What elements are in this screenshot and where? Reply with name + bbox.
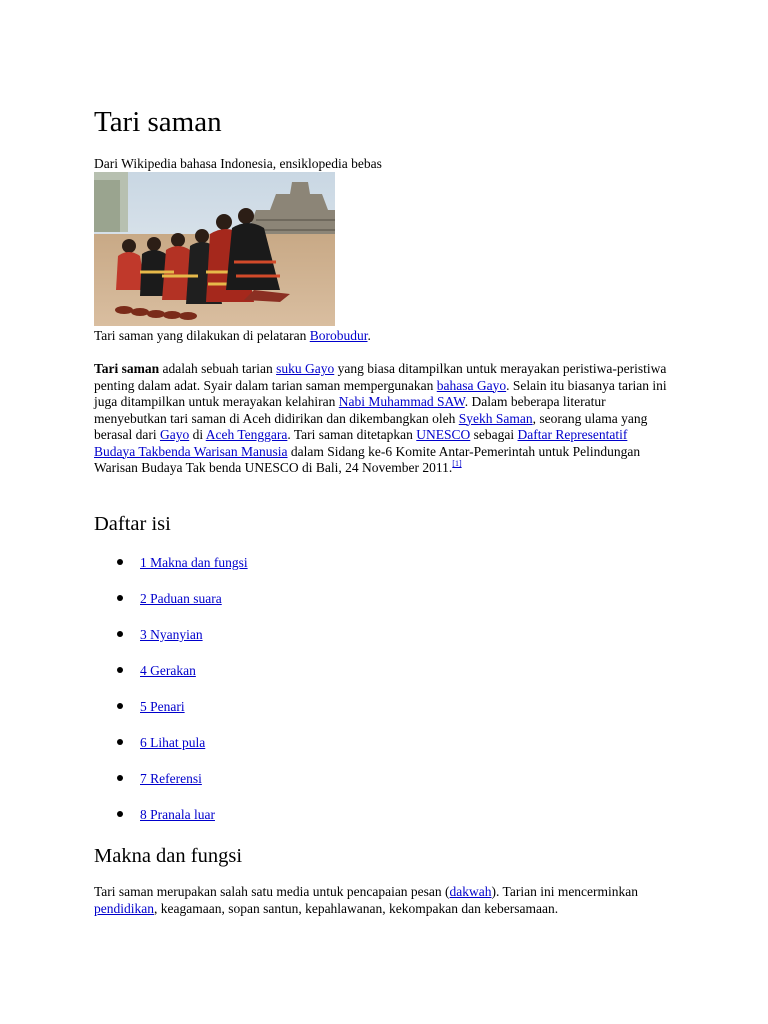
toc-item: [140, 698, 185, 715]
toc-link-nyanyian[interactable]: 3 Nyanyian: [140, 627, 203, 642]
toc-link-gerakan[interactable]: 4 Gerakan: [140, 663, 196, 678]
toc-link-pranala-luar[interactable]: 8 Pranala luar: [140, 807, 215, 822]
nabi-muhammad-link[interactable]: Nabi Muhammad SAW: [338, 394, 465, 409]
term-bold: Tari saman: [94, 361, 160, 376]
section-text: , keagamaan, sopan santun, kepahlawanan, kekompakan dan kebersamaan.: [154, 900, 559, 916]
saman-dance-photo: [94, 172, 335, 326]
intro-text: , seorang ulama yang berasal dari: [94, 410, 648, 442]
gayo-link[interactable]: Gayo: [159, 427, 190, 442]
toc-link-lihat-pula[interactable]: 6 Lihat pula: [140, 735, 206, 750]
intro-text: di: [189, 427, 206, 442]
section-heading-makna-dan-fungsi: Makna dan fungsi: [94, 845, 243, 867]
toc-item: [140, 590, 222, 607]
unesco-link[interactable]: UNESCO: [416, 427, 471, 442]
toc-item: [140, 806, 215, 823]
dakwah-link[interactable]: dakwah: [449, 884, 492, 899]
section-text: ). Tarian ini mencerminkan: [491, 884, 639, 899]
toc-item: [140, 734, 205, 751]
pendidikan-link[interactable]: pendidikan: [94, 900, 154, 916]
toc-item: [140, 626, 203, 643]
intro-text: . Selain itu biasanya tarian ini juga ditampilkan untuk merayakan kelahiran: [94, 377, 667, 409]
section-text: Tari saman merupakan salah satu media untuk pencapaian pesan (: [94, 884, 450, 899]
intro-text: . Dalam beberapa literatur menyebutkan tari saman di Aceh didirikan dan dikembangkan oleh: [94, 394, 606, 426]
intro-text: . Tari saman ditetapkan: [287, 427, 417, 442]
toc-item: [140, 554, 248, 571]
toc-link-referensi[interactable]: 7 Referensi: [140, 771, 202, 786]
intro-text: yang biasa ditampilkan untuk merayakan peristiwa-peristiwa penting dalam adat. Syair dalam tarian saman mempergunakan: [94, 361, 667, 393]
aceh-tenggara-link[interactable]: Aceh Tenggara: [205, 427, 288, 442]
toc-link-paduan-suara[interactable]: 2 Paduan suara: [140, 591, 222, 606]
toc-link-penari[interactable]: 5 Penari: [140, 699, 185, 714]
toc-link-makna-dan-fungsi[interactable]: 1 Makna dan fungsi: [140, 555, 248, 570]
toc-heading: Daftar isi: [94, 513, 171, 535]
bahasa-gayo-link[interactable]: bahasa Gayo: [436, 377, 507, 393]
section-paragraph: [94, 884, 654, 918]
intro-text: sebagai: [470, 427, 518, 442]
toc-item: [140, 662, 196, 679]
page-subtitle: Dari Wikipedia bahasa Indonesia, ensiklopedia bebas: [94, 156, 382, 171]
caption-end: .: [367, 328, 371, 343]
intro-paragraph: [94, 361, 669, 477]
intro-text: adalah sebuah tarian: [159, 361, 277, 376]
page-title: Tari saman: [94, 106, 222, 138]
syekh-saman-link[interactable]: Syekh Saman: [458, 410, 533, 426]
suku-gayo-link[interactable]: suku Gayo: [276, 361, 335, 376]
intro-text: dalam Sidang ke-6 Komite Antar-Pemerintah untuk Pelindungan Warisan Budaya Tak benda UNESCO di Bali, 24 November 2011.: [94, 443, 641, 475]
borobudur-link[interactable]: Borobudur: [309, 328, 368, 343]
daftar-representatif-link[interactable]: Daftar Representatif Budaya Takbenda Warisan Manusia: [94, 427, 628, 459]
toc-item: [140, 770, 202, 787]
image-caption: [94, 327, 371, 344]
caption-text: Tari saman yang dilakukan di pelataran: [94, 328, 310, 343]
reference-1-link[interactable]: [1]: [452, 459, 462, 468]
